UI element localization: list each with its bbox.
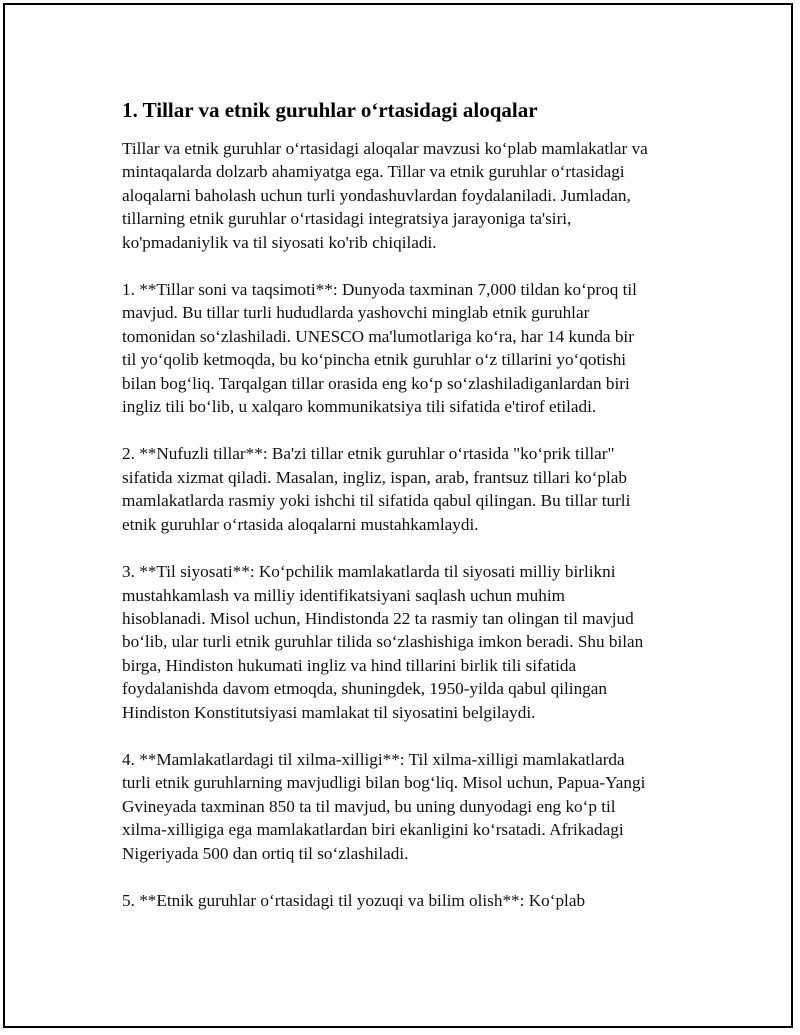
document-body — [122, 95, 712, 936]
paragraph-language-count: 1. **Tillar soni va taqsimoti**: Dunyoda taxminan 7,000 tildan koʻproq til mavjud. Bu tillar turli hududlarda yashovchi minglab etnik guruhlar tomonidan soʻzlashiladi. UNESCO ma'lumotlariga koʻra, har 14 kunda bir til yoʻqolib ketmoqda, bu koʻpincha etnik guruhlar oʻz tillarini yoʻqotishi bilan bogʻliq. Tarqalgan tillar orasida eng koʻp soʻzlashiladiganlardan biri ingliz tili boʻlib, u xalqaro kommunikatsiya tili sifatida e'tirof etiladi. — [122, 280, 637, 417]
document-title: 1. Tillar va etnik guruhlar oʻrtasidagi aloqalar — [122, 98, 538, 122]
paragraph-writing-education: 5. **Etnik guruhlar oʻrtasidagi til yozuqi va bilim olish**: Koʻplab — [122, 890, 586, 910]
paragraph-language-diversity: 4. **Mamlakatlardagi til xilma-xilligi**: Til xilma-xilligi mamlakatlarda turli etnik guruhlarning mavjudligi bilan bogʻliq. Misol uchun, Papua-Yangi Gvineyada taxminan 850 ta til mavjud, bu uning dunyodagi eng koʻp til xilma-xilligiga ega mamlakatlardan biri ekanligini koʻrsatadi. Afrikadagi Nigeriyada 500 dan ortiq til soʻzlashiladi. — [122, 749, 646, 863]
paragraph-language-policy: 3. **Til siyosati**: Koʻpchilik mamlakatlarda til siyosati milliy birlikni mustahkamlash va milliy identifikatsiyani saqlash uchun muhim hisoblanadi. Misol uchun, Hindistonda 22 ta rasmiy tan olingan til mavjud boʻlib, ular turli etnik guruhlar tilida soʻzlashishiga imkon beradi. Shu bilan birga, Hindiston hukumati ingliz va hind tillarini birlik tili sifatida foydalanishda davom etmoqda, shuningdek, 1950-yilda qabul qilingan Hindiston Konstitutsiyasi mamlakat til siyosatini belgilaydi. — [122, 562, 644, 722]
paragraph-influential-languages: 2. **Nufuzli tillar**: Ba'zi tillar etnik guruhlar oʻrtasida "koʻprik tillar" sifatida xizmat qiladi. Masalan, ingliz, ispan, arab, frantsuz tillari koʻplab mamlakatlarda rasmiy yoki ishchi til sifatida qabul qilingan. Bu tillar turli etnik guruhlar oʻrtasida aloqalarni mustahkamlaydi. — [122, 444, 631, 534]
page-frame — [3, 3, 793, 1028]
intro-paragraph: Tillar va etnik guruhlar oʻrtasidagi aloqalar mavzusi koʻplab mamlakatlar va mintaqalarda dolzarb ahamiyatga ega. Tillar va etnik guruhlar oʻrtasidagi aloqalarni baholash uchun turli yondashuvlardan foydalaniladi. Jumladan, tillarning etnik guruhlar oʻrtasidagi integratsiya jarayoniga ta'siri, ko'pmadaniylik va til siyosati ko'rib chiqiladi. — [122, 139, 648, 252]
